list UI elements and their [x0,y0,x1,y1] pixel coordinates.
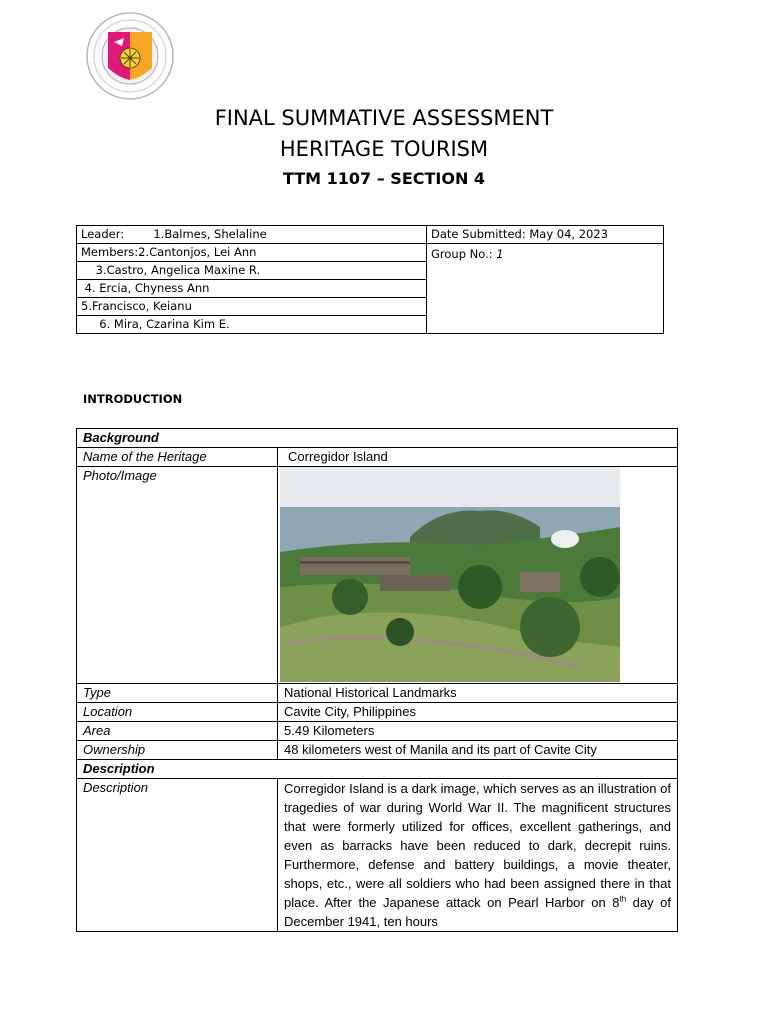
ownership-label: Ownership [77,741,278,760]
university-seal-icon [86,12,174,100]
corregidor-photo [280,467,620,682]
member-row: Members:2.Cantonjos, Lei Ann [77,244,427,262]
member-row: 3.Castro, Angelica Maxine R. [77,262,427,280]
description-text [278,779,678,932]
group-members-table [76,225,664,334]
group-number-value: 1 [496,247,504,261]
type-label: Type [77,684,278,703]
location-value: Cavite City, Philippines [278,703,678,722]
description-body: Corregidor Island is a dark image, which serves as an illustration of tragedies of war during World War II. The magnificent structures that were formerly utilized for offices, excellent gatherings, and even as barracks have been reduced to dark, decrepit ruins. Furthermore, defense and battery buildings, a movie theater, shops, etc., were all soldiers who had been assigned there in that place. After the Japanese attack on Pearl Harbor on 8 [284,781,671,910]
member-row: 5.Francisco, Keianu [77,298,427,316]
name-label: Name of the Heritage [77,448,278,467]
ordinal-suffix: th [619,894,627,904]
document-subtitle: HERITAGE TOURISM [279,137,489,161]
ownership-value: 48 kilometers west of Manila and its part of Cavite City [278,741,678,760]
area-label: Area [77,722,278,741]
course-section: TTM 1107 – SECTION 4 [282,169,486,188]
leader-row: Leader: 1.Balmes, Shelaline [77,226,427,244]
photo-label: Photo/Image [77,467,278,684]
description-label: Description [77,779,278,932]
type-value: National Historical Landmarks [278,684,678,703]
member-row: 6. Mira, Czarina Kim E. [77,316,427,334]
name-value: Corregidor Island [278,448,678,467]
photo-cell [278,467,678,684]
group-number-cell [427,244,664,334]
description-heading: Description [77,760,678,779]
document-title: FINAL SUMMATIVE ASSESSMENT [214,106,554,130]
section-heading: INTRODUCTION [83,392,183,406]
member-row: 4. Ercia, Chyness Ann [77,280,427,298]
area-value: 5.49 Kilometers [278,722,678,741]
heritage-table [76,428,678,932]
background-heading: Background [77,429,678,448]
description-body-cont: day of December 1941, ten hours [284,895,671,929]
location-label: Location [77,703,278,722]
date-submitted: Date Submitted: May 04, 2023 [427,226,664,244]
group-number-label: Group No.: [431,247,497,261]
